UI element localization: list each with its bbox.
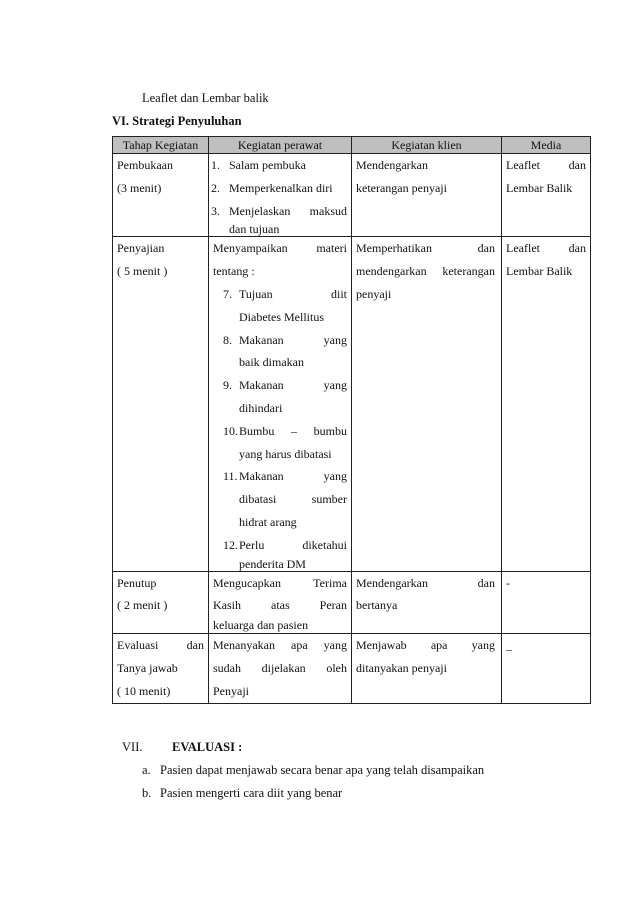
tahap-line: ( 2 menit ) [117,598,168,613]
section-heading-evaluasi [122,740,242,755]
item-number: 12. [223,537,238,552]
item-text: penderita DM [239,556,306,571]
list-item [142,786,342,801]
materi-list [213,283,347,571]
perawat-line: Kasih atas Peran [213,598,347,613]
perawat-line: sudah dijelakan oleh [213,660,347,675]
perawat-line: Mengucapkan Terima [213,575,347,590]
list-item [213,420,347,466]
list-item [213,534,347,571]
item-text: dibatasi sumber [239,492,347,507]
cell-klien [352,154,502,237]
media-line: Leaflet dan [506,158,586,172]
item-number: 3. [211,203,220,218]
item-text: hidrat arang [239,514,297,529]
list-item [211,154,347,177]
item-text: Menjelaskan maksud [229,203,347,218]
klien-line: bertanya [356,598,398,613]
perawat-line: keluarga dan pasien [213,618,309,633]
tahap-line: ( 5 menit ) [117,264,168,279]
klien-line: penyaji [356,286,392,301]
cell-klien [352,634,502,703]
list-letter: b. [142,786,152,800]
list-text: Pasien dapat menjawab secara benar apa yang telah disampaikan [160,763,485,777]
cell-media [502,237,591,571]
cell-media [502,571,591,634]
media-line: Leaflet dan Lembar balik [142,91,269,105]
list-item [213,465,347,533]
list-item [213,329,347,375]
item-text: dan tujuan [229,222,280,237]
item-text: Perlu diketahui [239,537,347,552]
item-text: Tujuan diit [239,286,347,301]
item-number: 1. [211,158,220,172]
item-text: baik dimakan [239,355,304,370]
tahap-line: Pembukaan [117,158,173,172]
tahap-line: Evaluasi dan [117,638,204,653]
cell-klien [352,237,502,571]
media-line: _ [506,638,512,653]
header-media: Media [502,137,591,154]
tahap-line: Penyajian [117,241,165,256]
tahap-line: (3 menit) [117,180,162,195]
section-title: EVALUASI : [172,740,243,754]
cell-tahap [113,634,209,703]
cell-tahap [113,154,209,237]
item-number: 8. [223,332,232,347]
item-text: Memperkenalkan diri [229,180,333,195]
perawat-intro: Menyampaikan materi [213,241,347,256]
list-item [211,200,347,237]
list-letter: a. [142,763,151,777]
header-tahap: Tahap Kegiatan [113,137,209,154]
klien-line: Mendengarkan [356,158,428,172]
item-text: Bumbu – bumbu [239,423,347,438]
media-line: Lembar Balik [506,180,573,195]
media-line: Leaflet dan [506,241,586,256]
klien-line: mendengarkan keterangan [356,264,495,279]
tahap-line: Tanya jawab [117,660,178,675]
cell-media [502,154,591,237]
list-item [142,763,484,778]
table-header-row [113,137,591,154]
cell-klien [352,571,502,634]
klien-line: ditanyakan penyaji [356,660,447,675]
media-line: Lembar Balik [506,264,573,279]
klien-line: Mendengarkan dan [356,575,495,590]
cell-perawat [209,237,352,571]
item-text: Diabetes Mellitus [239,309,324,324]
cell-perawat [209,634,352,703]
klien-line: Menjawab apa yang [356,638,495,653]
item-text: yang harus dibatasi [239,446,332,461]
list-item [213,374,347,420]
item-number: 10. [223,423,238,438]
perawat-line: Menanyakan apa yang [213,638,347,653]
cell-tahap [113,571,209,634]
item-text: dihindari [239,400,283,415]
table-row [113,571,591,634]
table-row [113,634,591,703]
tahap-line: Penutup [117,575,157,590]
cell-media [502,634,591,703]
item-text: Makanan yang [239,378,347,393]
cell-perawat [209,154,352,237]
tahap-line: ( 10 menit) [117,683,171,698]
item-text: Makanan yang [239,469,347,484]
klien-line: Memperhatikan dan [356,241,495,256]
klien-line: keterangan penyaji [356,180,447,195]
item-text: Salam pembuka [229,158,306,172]
section-heading-strategi: VI. Strategi Penyuluhan [112,114,242,128]
item-number: 7. [223,286,232,301]
perawat-intro: tentang : [213,264,255,279]
cell-tahap [113,237,209,571]
perawat-line: Penyaji [213,683,249,698]
item-number: 9. [223,378,232,393]
perawat-list [211,154,347,236]
list-text: Pasien mengerti cara diit yang benar [160,786,343,800]
list-item [211,177,347,200]
item-text: Makanan yang [239,332,347,347]
table-row [113,237,591,571]
section-number: VII. [122,740,143,754]
strategi-table [112,136,591,704]
header-perawat: Kegiatan perawat [209,137,352,154]
cell-perawat [209,571,352,634]
table-row [113,154,591,237]
media-line: - [506,575,510,590]
header-klien: Kegiatan klien [352,137,502,154]
item-number: 2. [211,180,220,195]
list-item [213,283,347,329]
item-number: 11. [223,469,238,484]
